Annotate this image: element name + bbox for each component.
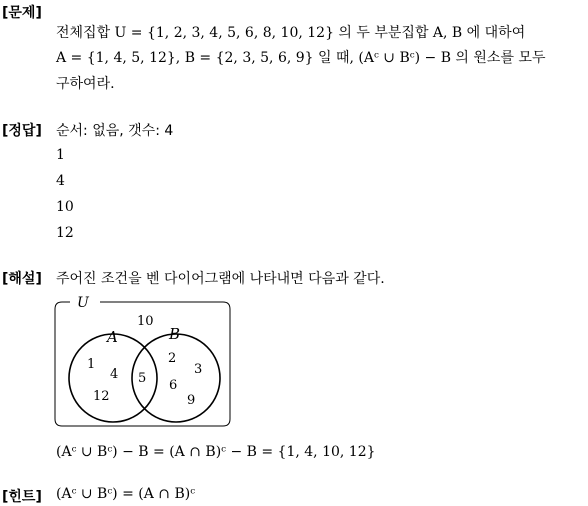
explanation-result: (Aᶜ ∪ Bᶜ) − B = (A ∩ B)ᶜ − B = {1, 4, 10, 12} bbox=[56, 444, 376, 460]
venn-diagram bbox=[50, 294, 250, 434]
outside-value: 10 bbox=[137, 314, 154, 329]
only-a-value: 4 bbox=[110, 367, 119, 382]
only-a-value: 1 bbox=[87, 357, 96, 372]
hint-label: [힌트] bbox=[2, 489, 42, 505]
answer-item-4: 12 bbox=[56, 225, 74, 241]
only-a-value: 12 bbox=[93, 389, 110, 404]
problem-line-3: 구하여라. bbox=[56, 76, 115, 92]
universe-label: U bbox=[77, 295, 89, 311]
only-b-value: 6 bbox=[169, 378, 178, 393]
set-b-label: B bbox=[169, 325, 181, 343]
answer-item-1: 1 bbox=[56, 147, 65, 163]
set-a-label: A bbox=[107, 328, 118, 346]
only-b-value: 3 bbox=[194, 362, 203, 377]
explanation-text: 주어진 조건을 벤 다이어그램에 나타내면 다음과 같다. bbox=[56, 271, 385, 287]
answer-item-2: 4 bbox=[56, 173, 65, 189]
intersection-value: 5 bbox=[138, 371, 147, 386]
answer-label: [정답] bbox=[2, 123, 42, 139]
answer-item-3: 10 bbox=[56, 199, 74, 215]
explanation-label: [해설] bbox=[2, 271, 42, 287]
only-b-value: 9 bbox=[187, 393, 196, 408]
hint-text: (Aᶜ ∪ Bᶜ) = (A ∩ B)ᶜ bbox=[56, 486, 196, 502]
problem-label: [문제] bbox=[2, 5, 42, 21]
answer-meta: 순서: 없음, 갯수: 4 bbox=[56, 123, 174, 139]
problem-line-1: 전체집합 U = {1, 2, 3, 4, 5, 6, 8, 10, 12} 의 두 부분집합 A, B 에 대하여 bbox=[56, 25, 526, 41]
problem-line-2: A = {1, 4, 5, 12}, B = {2, 3, 5, 6, 9} 일 때, (Aᶜ ∪ Bᶜ) − B 의 원소를 모두 bbox=[56, 50, 546, 66]
only-b-value: 2 bbox=[168, 351, 177, 366]
